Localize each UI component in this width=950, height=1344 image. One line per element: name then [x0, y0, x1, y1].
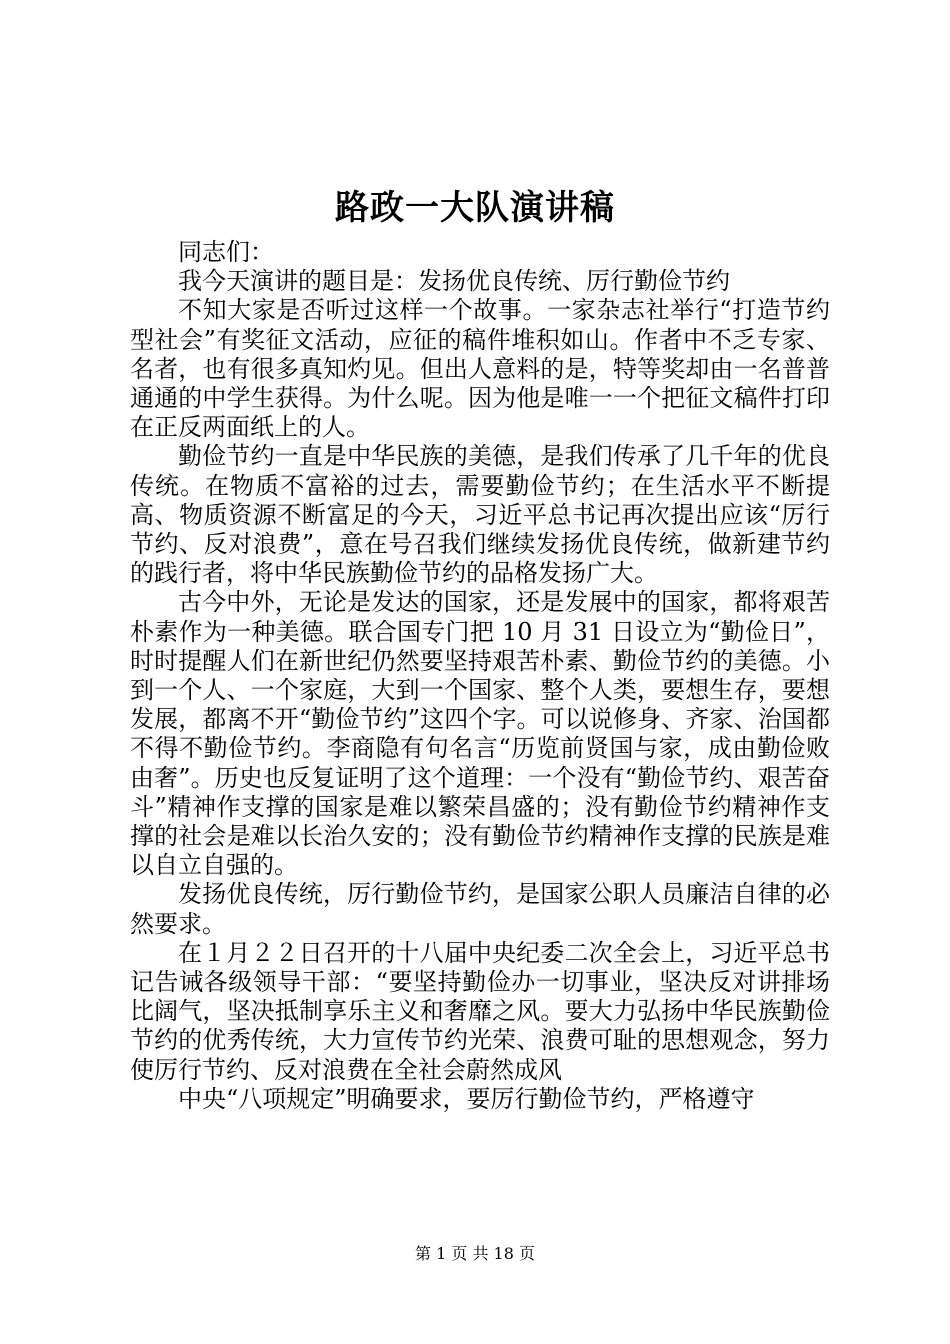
topic-paragraph: 我今天演讲的题目是：发扬优良传统、厉行勤俭节约 — [178, 267, 730, 296]
speech-quote-paragraph: 在１月２２日召开的十八届中央纪委二次全会上，习近平总书记告诫各级领导干部：“要坚持勤俭办一切事业，坚决反对讲排场比阔气，坚决抵制享乐主义和奢靡之风。要大力弘扬中华民族勤俭节约的优秀传统，大力宣传节约光荣、浪费可耻的思想观念，努力使厉行节约、反对浪费在全社会蔚然成风 — [130, 938, 830, 1084]
requirement-paragraph: 发扬优良传统，厉行勤俭节约，是国家公职人员廉洁自律的必然要求。 — [130, 880, 830, 938]
document-title: 路政一大队演讲稿 — [335, 188, 615, 228]
salutation-paragraph: 同志们： — [178, 238, 274, 266]
document-body — [130, 238, 830, 1114]
story-paragraph: 不知大家是否听过这样一个故事。一家杂志社举行“打造节约型社会”有奖征文活动，应征的稿件堆积如山。作者中不乏专家、名者，也有很多真知灼见。但出人意料的是，特等奖却由一名普普通通的中学生获得。为什么呢。因为他是唯一一个把征文稿件打印在正反两面纸上的人。 — [130, 296, 830, 442]
tradition-paragraph: 勤俭节约一直是中华民族的美德，是我们传承了几千年的优良传统。在物质不富裕的过去，需要勤俭节约；在生活水平不断提高、物质资源不断富足的今天，习近平总书记再次提出应该“厉行节约、反对浪费”，意在号召我们继续发扬优良传统，做新建节约的践行者，将中华民族勤俭节约的品格发扬广大。 — [130, 442, 830, 588]
page-footer: 第 1 页 共 18 页 — [415, 1244, 535, 1263]
eight-rules-paragraph: 中央“八项规定”明确要求，要厉行勤俭节约，严格遵守 — [178, 1084, 755, 1113]
world-paragraph: 古今中外，无论是发达的国家，还是发展中的国家，都将艰苦朴素作为一种美德。联合国专门把 10 月 31 日设立为“勤俭日”，时时提醒人们在新世纪仍然要坚持艰苦朴素、勤俭节约的美德。小到一个人、一个家庭，大到一个国家、整个人类，要想生存，要想发展，都离不开“勤俭节约”这四个字。可以说修身、齐家、治国都不得不勤俭节约。李商隐有句名言“历览前贤国与家，成由勤俭败由奢”。历史也反复证明了这个道理：一个没有“勤俭节约、艰苦奋斗”精神作支撑的国家是难以繁荣昌盛的；没有勤俭节约精神作支撑的社会是难以长治久安的；没有勤俭节约精神作支撑的民族是难以自立自强的。 — [130, 588, 830, 880]
